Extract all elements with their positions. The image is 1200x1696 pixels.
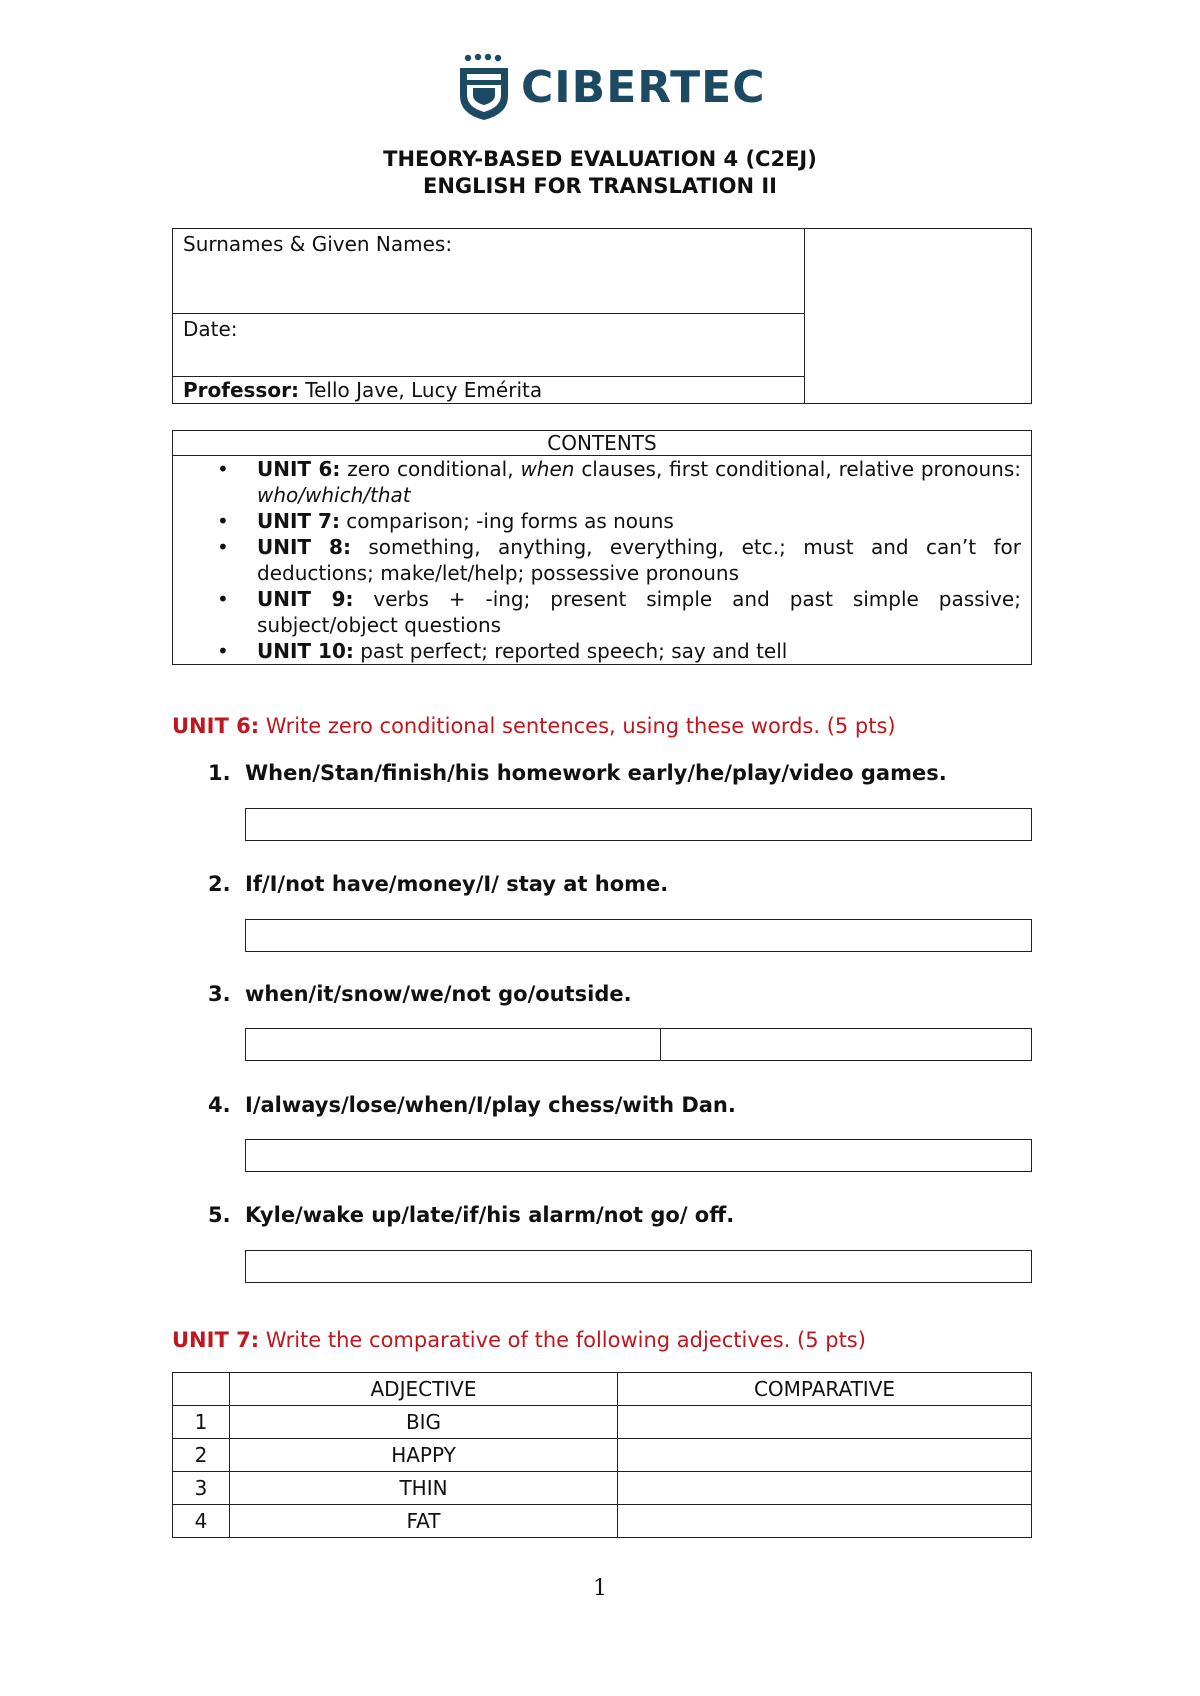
shield-logo-icon — [456, 52, 516, 124]
column-header-comparative: COMPARATIVE — [618, 1373, 1032, 1406]
logo-text: CIBERTEC — [521, 62, 766, 113]
date-cell[interactable] — [173, 314, 805, 377]
professor-label: Professor: — [183, 378, 299, 402]
column-header-adjective: ADJECTIVE — [230, 1373, 618, 1406]
list-item: • UNIT 7: comparison; -ing forms as nouns — [217, 509, 674, 533]
contents-body — [173, 456, 1032, 665]
table-row — [173, 1406, 1032, 1439]
contents-heading: CONTENTS — [173, 431, 1032, 456]
list-item: • UNIT 6: zero conditional, when clauses, first conditional, relative pronouns: who/which/that — [217, 457, 1021, 507]
comparative-table — [172, 1372, 1032, 1538]
cibertec-logo — [456, 52, 766, 124]
answer-box-1[interactable] — [245, 808, 1032, 841]
student-info-table — [172, 228, 1032, 404]
question-1: 1. When/Stan/finish/his homework early/he/play/video games. — [208, 761, 947, 785]
grade-box[interactable] — [804, 229, 1031, 404]
answer-box-3[interactable] — [245, 1028, 1032, 1061]
answer-box-5[interactable] — [245, 1250, 1032, 1283]
professor-value: Tello Jave, Lucy Emérita — [298, 378, 543, 402]
comparative-cell[interactable] — [618, 1406, 1032, 1439]
contents-table — [172, 430, 1032, 665]
table-row — [173, 1472, 1032, 1505]
surnames-label: Surnames & Given Names: — [183, 232, 453, 256]
list-item: • UNIT 10: past perfect; reported speech; say and tell — [217, 639, 788, 663]
question-5: 5. Kyle/wake up/late/if/his alarm/not go/ off. — [208, 1203, 735, 1227]
adjective-cell: FAT — [230, 1505, 618, 1538]
exam-title: THEORY-BASED EVALUATION 4 (C2EJ) — [383, 147, 817, 171]
contents-list — [173, 456, 1031, 664]
unit7-heading: UNIT 7: Write the comparative of the following adjectives. (5 pts) — [172, 1328, 866, 1352]
column-header — [173, 1373, 230, 1406]
surnames-cell[interactable] — [173, 229, 805, 314]
question-2: 2. If/I/not have/money/I/ stay at home. — [208, 872, 669, 896]
comparative-cell[interactable] — [618, 1472, 1032, 1505]
row-number: 2 — [173, 1439, 230, 1472]
course-title: ENGLISH FOR TRANSLATION II — [423, 174, 777, 198]
list-item: • UNIT 9: verbs + -ing; present simple and past simple passive; subject/object questions — [217, 587, 1021, 637]
answer-box-4[interactable] — [245, 1139, 1032, 1172]
table-row — [173, 1439, 1032, 1472]
adjective-cell: HAPPY — [230, 1439, 618, 1472]
comparative-cell[interactable] — [618, 1505, 1032, 1538]
question-4: 4. I/always/lose/when/I/play chess/with Dan. — [208, 1093, 736, 1117]
cell-divider — [660, 1029, 661, 1060]
table-header-row — [173, 1373, 1032, 1406]
table-row — [173, 1505, 1032, 1538]
adjective-cell: THIN — [230, 1472, 618, 1505]
adjective-cell: BIG — [230, 1406, 618, 1439]
question-3: 3. when/it/snow/we/not go/outside. — [208, 982, 632, 1006]
date-label: Date: — [183, 317, 238, 341]
page-number: 1 — [593, 1576, 607, 1601]
row-number: 1 — [173, 1406, 230, 1439]
professor-cell — [173, 377, 805, 404]
row-number: 3 — [173, 1472, 230, 1505]
unit6-heading: UNIT 6: Write zero conditional sentences, using these words. (5 pts) — [172, 714, 896, 738]
row-number: 4 — [173, 1505, 230, 1538]
answer-box-2[interactable] — [245, 919, 1032, 952]
comparative-cell[interactable] — [618, 1439, 1032, 1472]
list-item: • UNIT 8: something, anything, everything, etc.; must and can’t for deductions; make/let/help; possessive pronouns — [217, 535, 1021, 585]
